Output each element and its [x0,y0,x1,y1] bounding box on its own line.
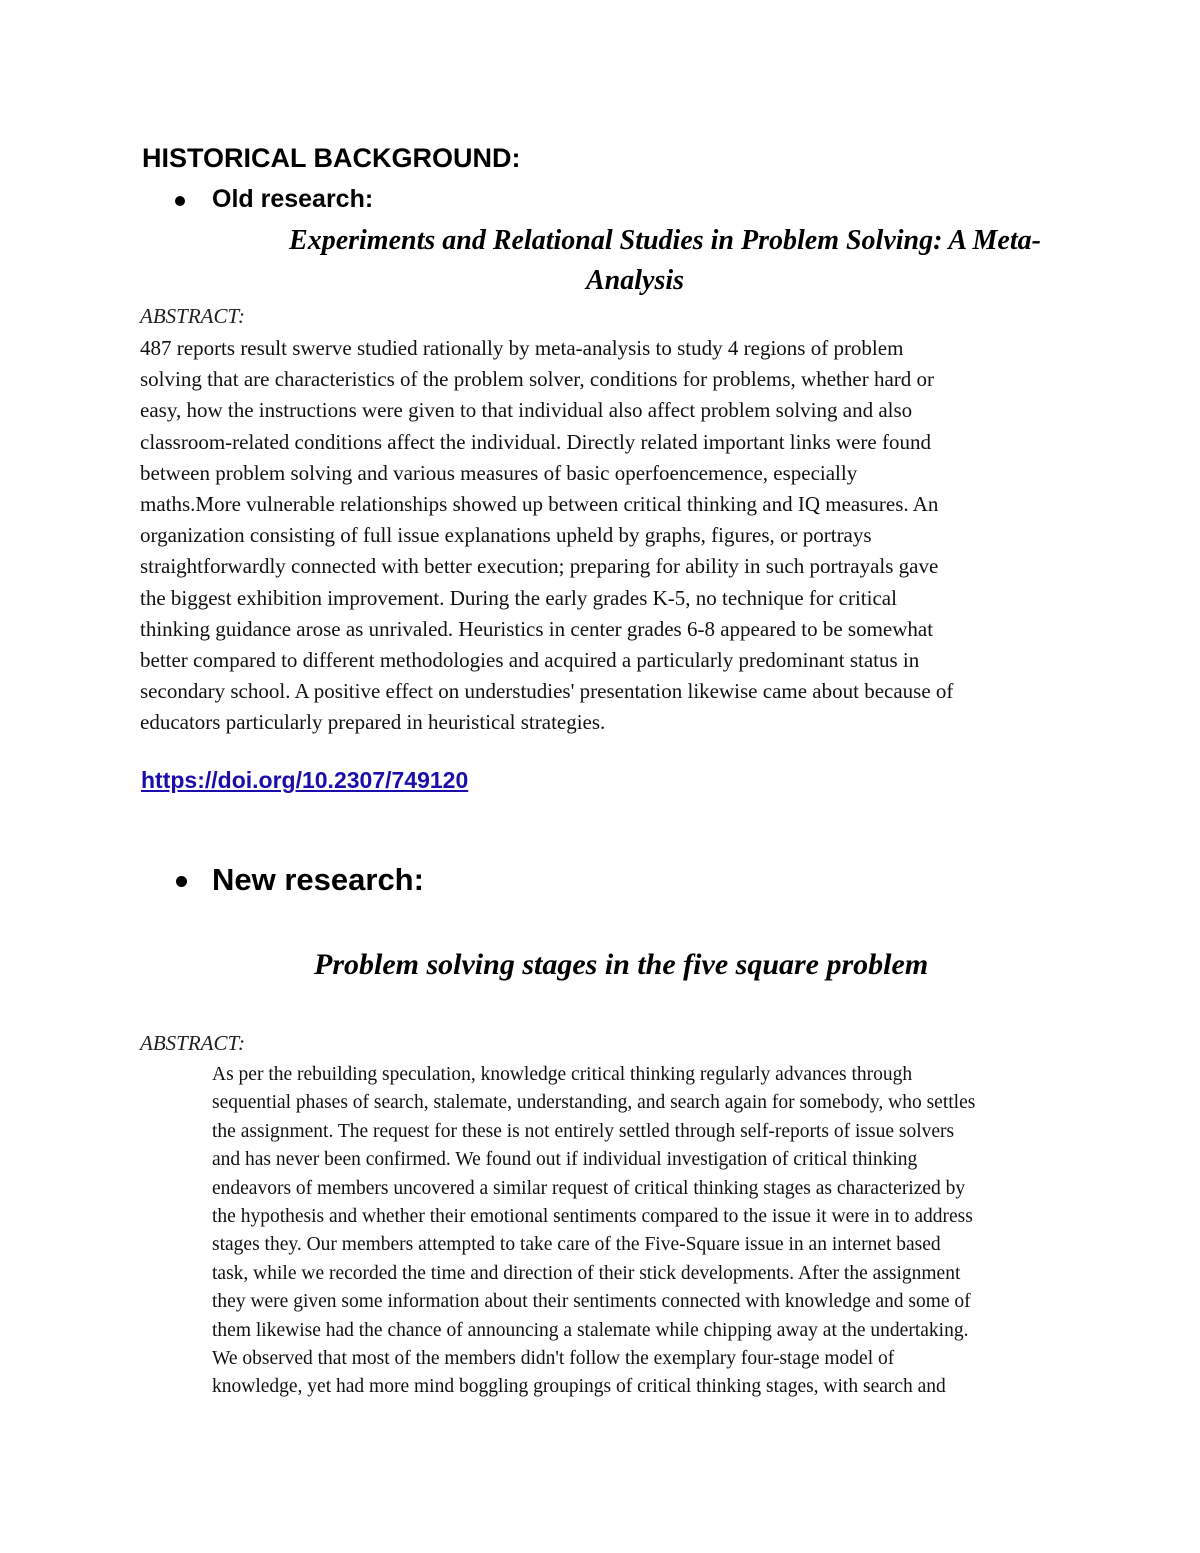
abstract-line: the hypothesis and whether their emotional sentiments compared to the issue it were in to address [212,1206,973,1228]
new-research-label: New research: [212,862,424,897]
abstract-line: and has never been confirmed. We found out if individual investigation of critical thinking [212,1149,918,1171]
abstract-line: them likewise had the chance of announcing a stalemate while chipping away at the undertaking. [212,1319,969,1341]
abstract-line: classroom-related conditions affect the individual. Directly related important links were found [140,429,931,454]
abstract-line: As per the rebuilding speculation, knowledge critical thinking regularly advances through [212,1064,913,1085]
section-heading: HISTORICAL BACKGROUND: [142,143,521,173]
abstract-line: better compared to different methodologies and acquired a particularly predominant status in [140,648,920,673]
abstract-line: organization consisting of full issue explanations upheld by graphs, figures, or portrays [140,523,872,548]
old-research-label: Old research: [212,185,374,213]
new-research-abstract [212,1061,975,1402]
abstract-line: stages they. Our members attempted to take care of the Five-Square issue in an internet based [212,1234,941,1256]
abstract-line: solving that are characteristics of the problem solver, conditions for problems, whether hard or [140,367,935,392]
abstract-line: easy, how the instructions were given to that individual also affect problem solving and also [140,398,913,423]
title-line: Analysis [585,265,685,296]
abstract-line: endeavors of members uncovered a similar request of critical thinking stages as characterized by [212,1177,966,1199]
abstract-line: secondary school. A positive effect on understudies' presentation likewise came about because of [140,679,954,704]
abstract-line: educators particularly prepared in heuristical strategies. [140,710,606,735]
bullet-icon [175,196,185,206]
abstract-line: maths.More vulnerable relationships showed up between critical thinking and IQ measures. An [140,492,939,517]
doi-link[interactable]: https://doi.org/10.2307/749120 [141,767,469,793]
new-research-title: Problem solving stages in the five square problem [314,948,929,981]
abstract-line: straightforwardly connected with better execution; preparing for ability in such portrayals gave [140,554,939,579]
abstract-line: We observed that most of the members didn't follow the exemplary four-stage model of [212,1348,895,1370]
abstract-line: task, while we recorded the time and direction of their stick developments. After the assignment [212,1262,961,1284]
abstract-line: they were given some information about their sentiments connected with knowledge and some of [212,1291,971,1313]
abstract-line: sequential phases of search, stalemate, understanding, and search again for somebody, who settles [212,1092,976,1114]
abstract-line: 487 reports result swerve studied rationally by meta-analysis to study 4 regions of problem [140,336,904,360]
title-line: Experiments and Relational Studies in Problem Solving: A Meta- [289,225,1041,256]
abstract-label: ABSTRACT: [140,304,246,328]
bullet-icon [176,876,187,887]
abstract-line: between problem solving and various measures of basic operfoencemence, especially [140,460,858,485]
abstract-line: the assignment. The request for these is not entirely settled through self-reports of issue solvers [212,1120,955,1142]
abstract-line: thinking guidance arose as unrivaled. Heuristics in center grades 6-8 appeared to be somewhat [140,616,934,641]
old-research-title [140,221,1130,301]
abstract-label: ABSTRACT: [140,1031,246,1055]
abstract-line: knowledge, yet had more mind boggling groupings of critical thinking stages, with search and [212,1376,946,1398]
abstract-line: the biggest exhibition improvement. During the early grades K-5, no technique for critical [140,585,897,610]
old-research-abstract [140,333,953,739]
